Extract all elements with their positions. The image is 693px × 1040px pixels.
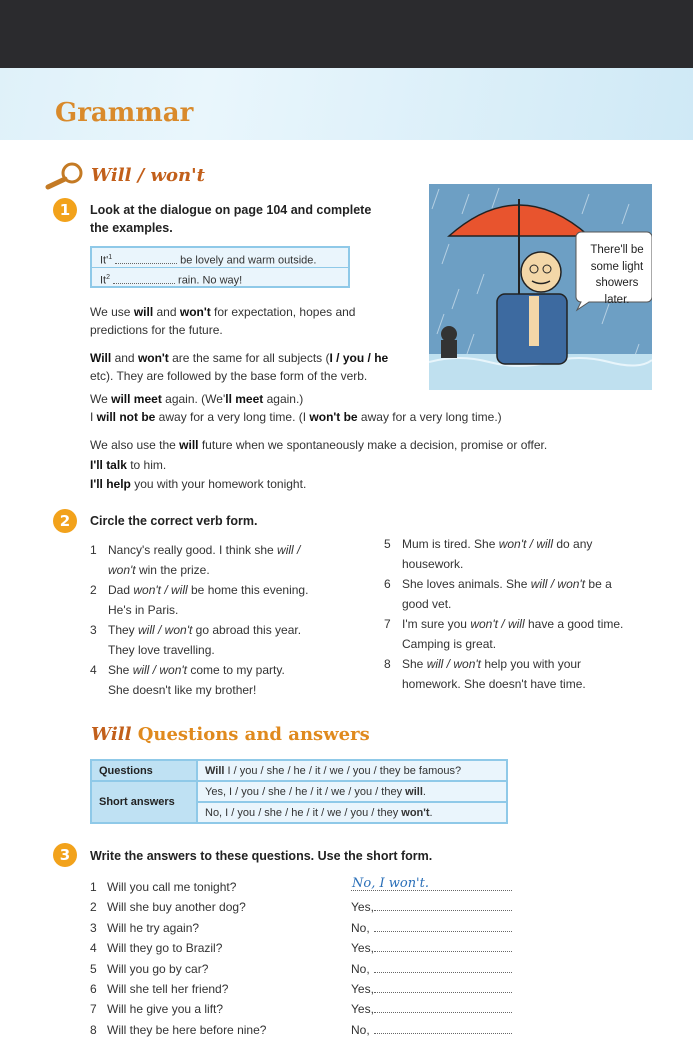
list-item: 6 She loves animals. She will / won't be a xyxy=(384,577,612,591)
answer-blank[interactable] xyxy=(374,1033,512,1034)
blank-line[interactable] xyxy=(115,253,177,264)
answer-blank[interactable] xyxy=(374,910,512,911)
instruction-line: Look at the dialogue on page 104 and complete xyxy=(90,203,372,217)
question-cell: Will I / you / she / he / it / we / you / they be famous? xyxy=(197,760,507,781)
example-answer: No, I won't. xyxy=(352,876,429,891)
short-answers-header: Short answers xyxy=(91,781,197,823)
list-item: 4 Will they go to Brazil? Yes, xyxy=(90,938,520,958)
verb-choice[interactable]: won't / will xyxy=(470,617,525,631)
answer-blank[interactable] xyxy=(374,1012,512,1013)
answer-blank[interactable] xyxy=(351,890,512,891)
blank-number: 1 xyxy=(108,254,113,261)
list-item: 1 Will you call me tonight? No, I won't. xyxy=(90,877,520,897)
speech-line: There'll be xyxy=(590,244,644,256)
section-title-will-questions xyxy=(91,724,370,745)
blank-line[interactable] xyxy=(113,273,175,284)
speech-line: showers xyxy=(595,277,639,289)
exercise-number-2: 2 xyxy=(53,509,77,533)
list-item: 3 Will he try again? No, xyxy=(90,918,520,938)
answer-blank[interactable] xyxy=(374,972,512,973)
answer-cell: No, I / you / she / he / it / we / you / they won't. xyxy=(197,802,507,823)
questions-header: Questions xyxy=(91,760,197,781)
table-row xyxy=(91,760,507,781)
explanation-para-3: We also use the will future when we spontaneously make a decision, promise or offer. I'll talk to him. I'll help you with your homework tonight. xyxy=(90,438,548,491)
magnifier-icon xyxy=(44,160,88,190)
section-title-will-wont xyxy=(91,165,205,186)
page-title: Grammar xyxy=(55,98,194,128)
verb-choice[interactable]: won't / will xyxy=(498,537,554,551)
list-item: 4 She will / won't come to my party. xyxy=(90,663,285,677)
explanation-para-2: Will and won't are the same for all subjects (I / you / he etc). They are followed by the base form of the verb. xyxy=(90,351,389,383)
table-row xyxy=(91,781,507,802)
speech-line: some light xyxy=(590,260,644,273)
answer-blank[interactable] xyxy=(374,992,512,993)
exercise2-right-column: 5 Mum is tired. She won't / will do any housework. 6 She loves animals. She will / won't be a good vet. 7 I'm sure you won't / will have a good time. Camping is great. 8 She will / won't help you with your homework. She doesn't have time. xyxy=(384,534,674,694)
verb-choice[interactable]: will / won't xyxy=(138,623,193,637)
top-bar xyxy=(0,0,693,68)
exercise3-list xyxy=(90,877,520,1040)
list-item: 7 Will he give you a lift? Yes, xyxy=(90,999,520,1019)
exercise-number-1: 1 xyxy=(53,198,77,222)
verb-choice[interactable]: won't xyxy=(108,563,136,577)
exercise2-left-column: 1 Nancy's really good. I think she will / won't win the prize. 2 Dad won't / will be home this evening. He's in Paris. 3 They will / won't go abroad this year. They love travelling. 4 She will / won't come to my party. She doesn't like my brother! xyxy=(90,540,370,700)
speech-line: later. xyxy=(604,293,630,306)
example-suffix: be lovely and warm outside. xyxy=(180,254,317,267)
exercise1-instruction xyxy=(90,201,371,237)
example-prefix: It xyxy=(100,274,107,287)
example-row xyxy=(92,248,348,267)
list-item: 6 Will she tell her friend? Yes, xyxy=(90,979,520,999)
list-item: 8 She will / won't help you with your xyxy=(384,657,582,671)
section-title-text: Will / won't xyxy=(91,165,205,186)
example-box xyxy=(90,246,350,288)
answer-cell: Yes, I / you / she / he / it / we / you / they will. xyxy=(197,781,507,802)
exercise3-instruction: Write the answers to these questions. Use the short form. xyxy=(90,849,433,863)
blank-number: 2 xyxy=(106,274,111,281)
list-item: 7 I'm sure you won't / will have a good time. xyxy=(384,617,624,631)
verb-choice[interactable]: will / xyxy=(277,543,301,557)
verb-choice[interactable]: will / won't xyxy=(426,657,481,671)
list-item: 3 They will / won't go abroad this year. xyxy=(90,623,302,637)
exercise2-instruction: Circle the correct verb form. xyxy=(90,514,258,528)
example-prefix: It' xyxy=(100,254,109,267)
section-title-italic: Will xyxy=(91,724,132,745)
questions-answers-table xyxy=(90,759,508,824)
verb-choice[interactable]: will / won't xyxy=(530,577,586,591)
speech-bubble xyxy=(584,242,650,308)
list-item: 5 Will you go by car? No, xyxy=(90,959,520,979)
list-item: 2 Dad won't / will be home this evening. xyxy=(90,583,309,597)
explanation-para-1: We use will and won't for expectation, hopes and predictions for the future. xyxy=(90,305,356,337)
exercise-number-3: 3 xyxy=(53,843,77,867)
instruction-line: the examples. xyxy=(90,221,173,235)
answer-blank[interactable] xyxy=(374,951,512,952)
answer-blank[interactable] xyxy=(374,931,512,932)
section-title-rest: Questions and answers xyxy=(131,724,370,745)
example-row xyxy=(92,267,348,287)
example-suffix: rain. No way! xyxy=(178,274,243,287)
verb-choice[interactable]: won't / will xyxy=(133,583,188,597)
verb-choice[interactable]: will / won't xyxy=(132,663,187,677)
list-item: 8 Will they be here before nine? No, xyxy=(90,1020,520,1040)
list-item: 1 Nancy's really good. I think she will / xyxy=(90,543,301,557)
list-item: 5 Mum is tired. She won't / will do any xyxy=(384,537,593,551)
rain-man-illustration xyxy=(429,184,652,390)
list-item: 2 Will she buy another dog? Yes, xyxy=(90,897,520,917)
explanation-examples: We will meet again. (We'll meet again.) I will not be away for a very long time. (I won't be away for a very long time.) xyxy=(90,392,502,424)
